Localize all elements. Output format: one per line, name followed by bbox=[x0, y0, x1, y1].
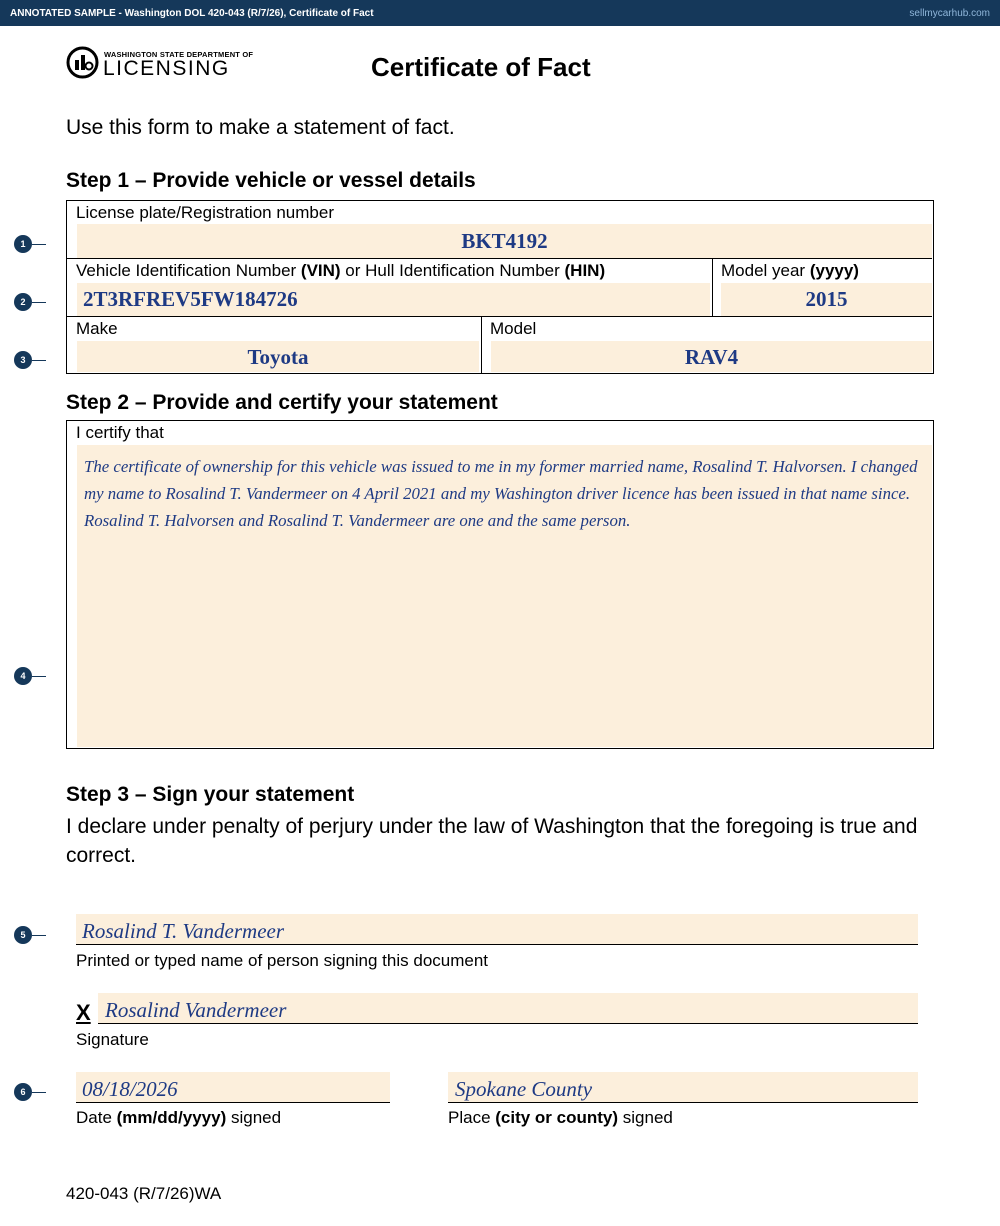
model-value: RAV4 bbox=[684, 345, 739, 369]
annotation-marker-6: 6 bbox=[14, 1083, 32, 1101]
sample-banner bbox=[0, 0, 1000, 26]
plate-label: License plate/Registration number bbox=[76, 203, 334, 222]
logo-department-text: WASHINGTON STATE DEPARTMENT OF bbox=[104, 50, 254, 59]
annotation-marker-3: 3 bbox=[14, 351, 32, 369]
vin-value: 2T3RFREV5FW184726 bbox=[83, 287, 298, 311]
date-signed-label: Date (mm/dd/yyyy) signed bbox=[76, 1108, 282, 1127]
dol-seal-icon bbox=[66, 46, 99, 79]
step1-heading: Step 1 – Provide vehicle or vessel details bbox=[66, 169, 476, 192]
signature-value: Rosalind Vandermeer bbox=[105, 998, 287, 1022]
vehicle-details-table bbox=[66, 200, 934, 374]
printed-name-label: Printed or typed name of person signing this document bbox=[76, 951, 489, 970]
place-signed-label: Place (city or county) signed bbox=[448, 1108, 673, 1127]
annotation-marker-4: 4 bbox=[14, 667, 32, 685]
row-divider bbox=[67, 316, 932, 317]
printed-name-value: Rosalind T. Vandermeer bbox=[82, 919, 285, 943]
annotation-marker-1: 1 bbox=[14, 235, 32, 253]
step2-heading: Step 2 – Provide and certify your statement bbox=[66, 391, 498, 414]
make-field[interactable] bbox=[77, 341, 479, 372]
model-year-label: Model year (yyyy) bbox=[721, 261, 859, 280]
banner-site-link[interactable]: sellmycarhub.com bbox=[909, 7, 990, 19]
model-year-field[interactable] bbox=[721, 283, 932, 316]
form-title: Certificate of Fact bbox=[371, 52, 591, 82]
vin-label: Vehicle Identification Number (VIN) or Hull Identification Number (HIN) bbox=[76, 261, 606, 280]
statement-text: The certificate of ownership for this vehicle was issued to me in my former married name, Rosalind T. Halvorsen. I changed my name to Rosalind T. Vandermeer on 4 April 2021 and my Washington driver licence has been issued in that name since. Rosalind T. Halvorsen and Rosalind T. Vandermeer are one and the same person. bbox=[84, 457, 918, 530]
logo-licensing-text: LICENSING bbox=[103, 57, 230, 80]
model-label: Model bbox=[490, 319, 537, 338]
place-signed-value: Spokane County bbox=[455, 1077, 593, 1101]
step3-heading: Step 3 – Sign your statement bbox=[66, 783, 355, 806]
signature-label: Signature bbox=[76, 1030, 149, 1049]
date-signed-value: 08/18/2026 bbox=[82, 1077, 178, 1101]
vin-field[interactable] bbox=[77, 283, 710, 316]
printed-name-field[interactable] bbox=[76, 914, 918, 945]
banner-title: ANNOTATED SAMPLE - Washington DOL 420-043 (R/7/26), Certificate of Fact bbox=[10, 7, 374, 19]
column-divider bbox=[712, 258, 713, 316]
certify-label: I certify that bbox=[76, 423, 164, 442]
make-value: Toyota bbox=[247, 345, 309, 369]
row-divider bbox=[67, 258, 932, 259]
plate-value: BKT4192 bbox=[461, 229, 548, 253]
model-year-value: 2015 bbox=[805, 287, 848, 311]
annotation-marker-2: 2 bbox=[14, 293, 32, 311]
perjury-declaration: I declare under penalty of perjury under the law of Washington that the foregoing is true and correct. bbox=[66, 815, 918, 867]
make-label: Make bbox=[76, 319, 118, 338]
form-number-footer: 420-043 (R/7/26)WA bbox=[66, 1184, 222, 1203]
annotation-marker-5: 5 bbox=[14, 926, 32, 944]
signature-x-mark: X bbox=[76, 1000, 91, 1025]
plate-field[interactable] bbox=[77, 224, 932, 258]
column-divider bbox=[481, 316, 482, 373]
dol-logo bbox=[66, 46, 254, 80]
form-intro: Use this form to make a statement of fact. bbox=[66, 116, 455, 139]
model-field[interactable] bbox=[491, 341, 932, 372]
signature-field[interactable] bbox=[98, 993, 918, 1024]
place-signed-field[interactable] bbox=[448, 1072, 918, 1103]
date-signed-field[interactable] bbox=[76, 1072, 390, 1103]
